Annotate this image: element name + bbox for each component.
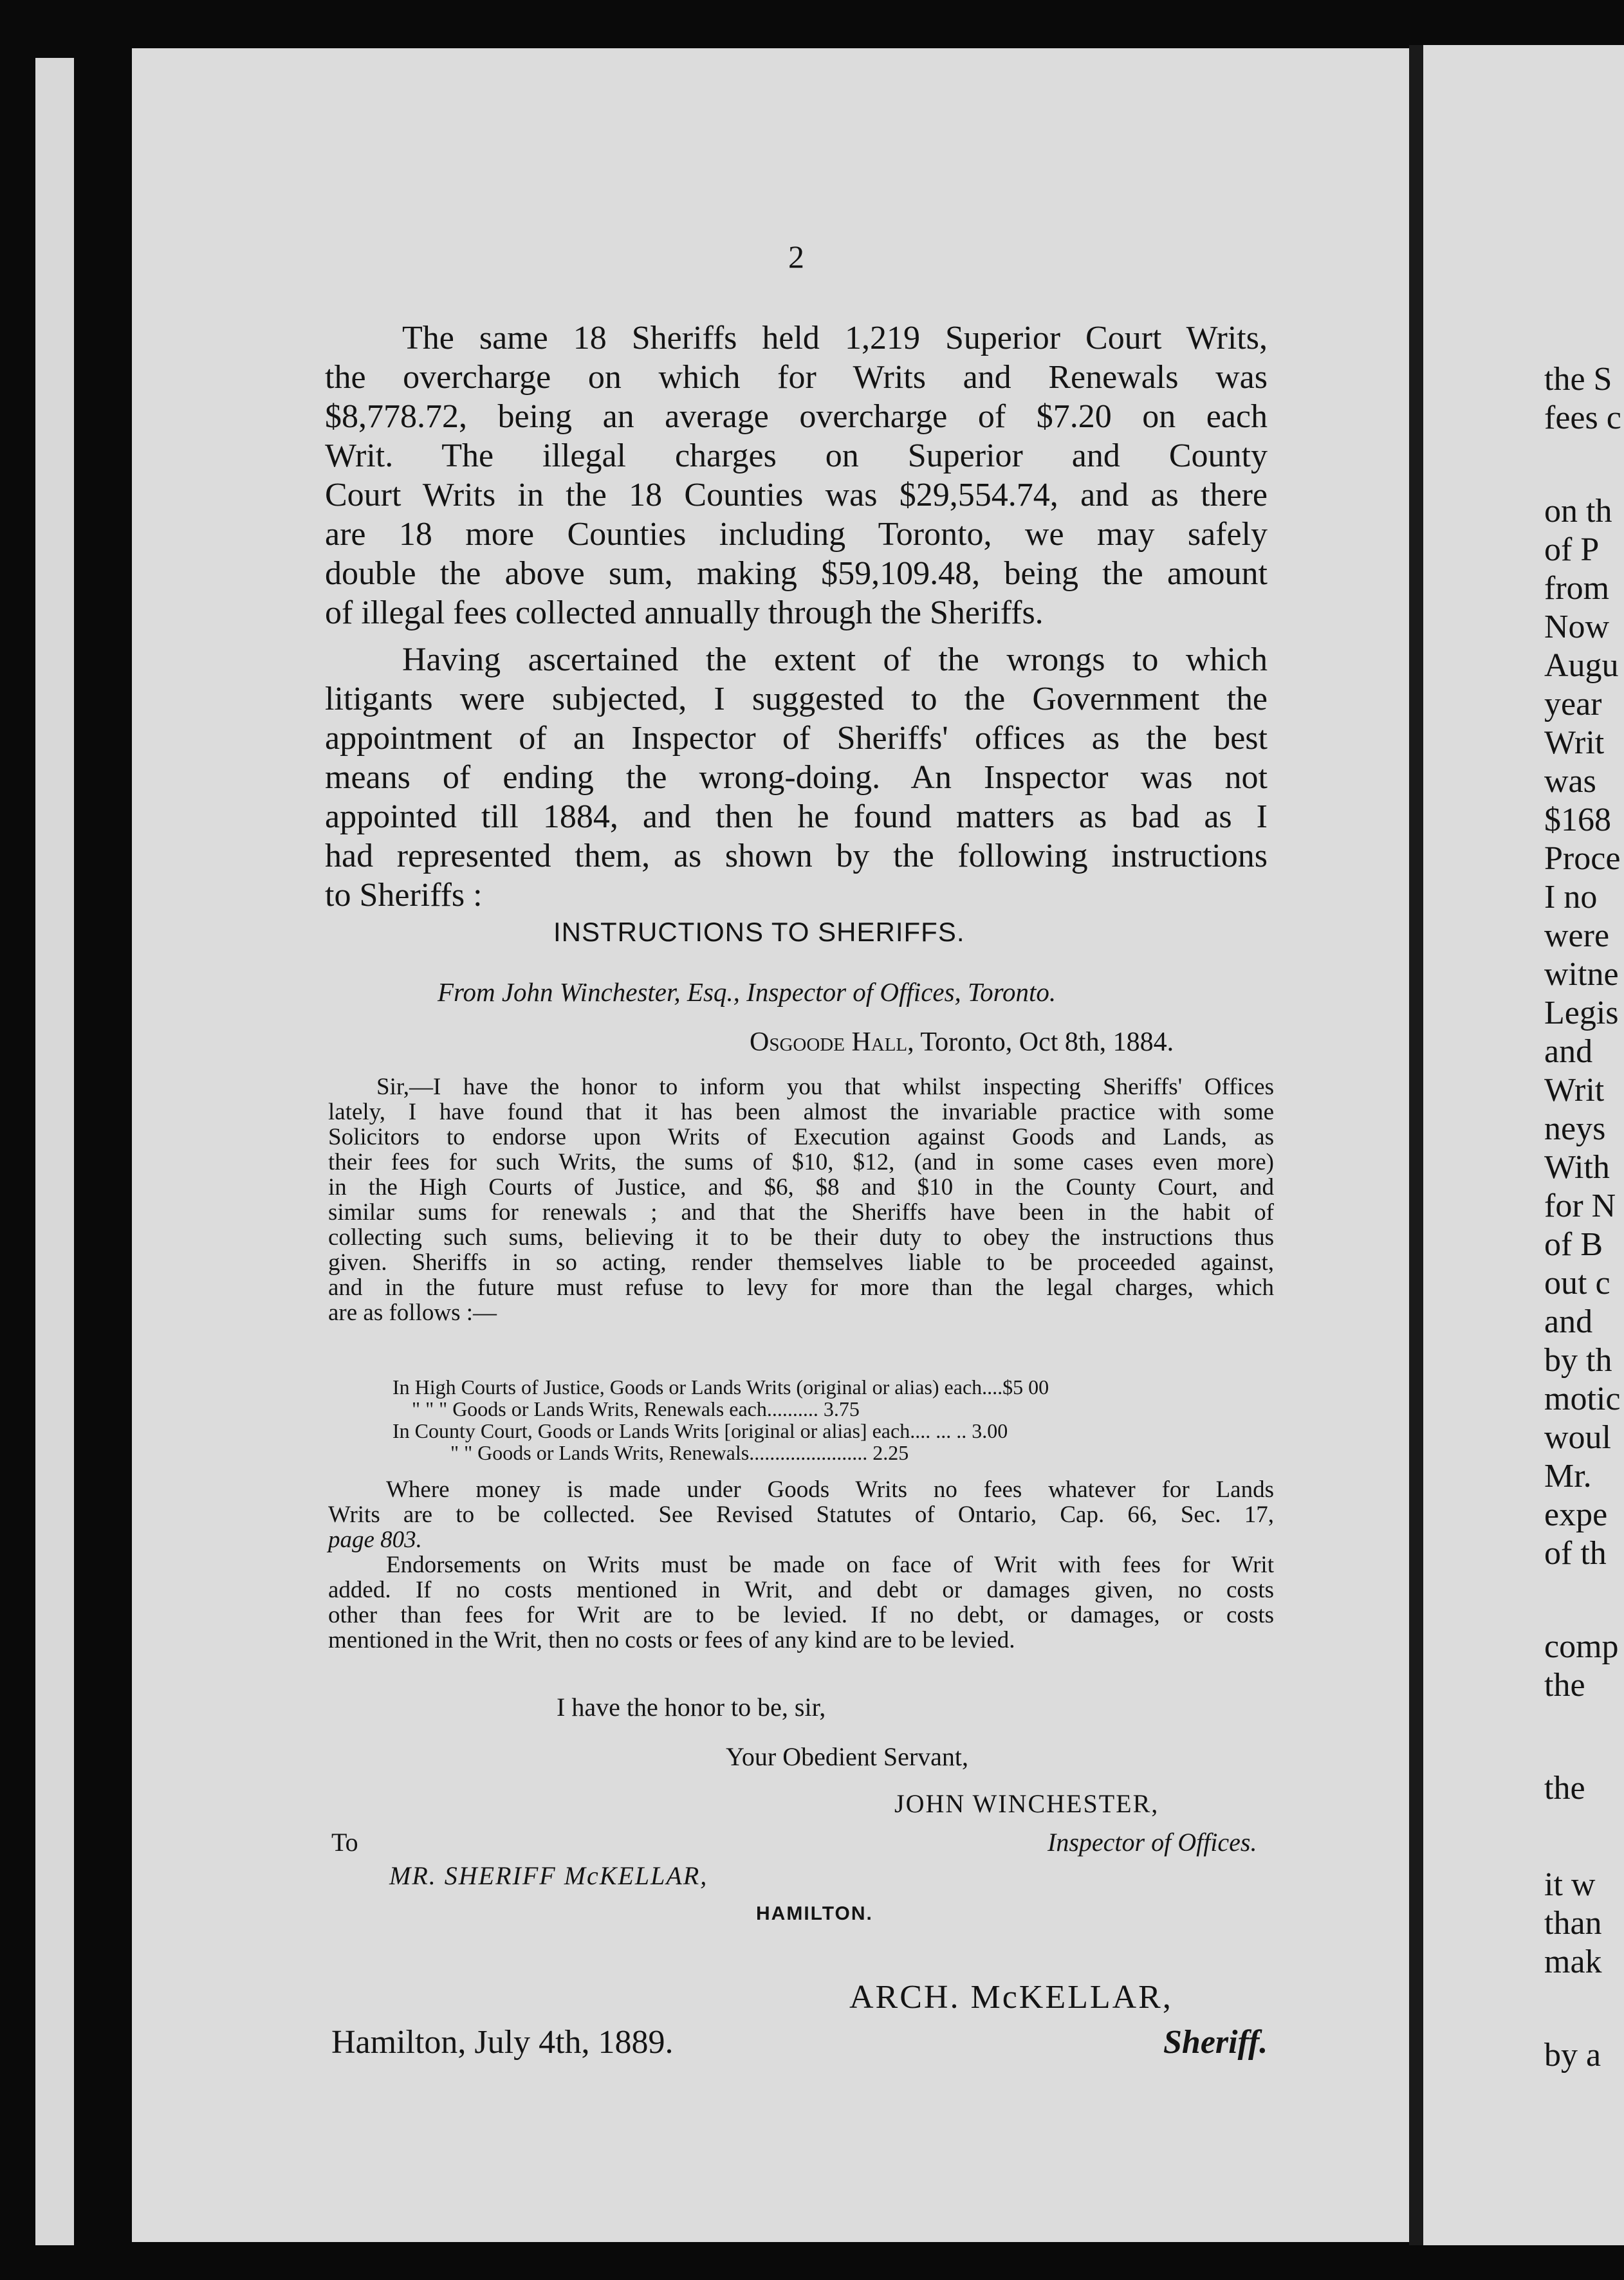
text-line: given. Sheriffs in so acting, render themselves liable to be proceeded against, bbox=[328, 1249, 1274, 1276]
facing-text: of B bbox=[1544, 1226, 1603, 1263]
facing-text: for N bbox=[1544, 1188, 1616, 1224]
author-title: Sheriff. bbox=[1163, 2024, 1268, 2061]
fee-line: In County Court, Goods or Lands Writs [original or alias] each.... ... .. 3.00 bbox=[392, 1419, 1008, 1442]
facing-text: Now bbox=[1544, 609, 1610, 645]
signer-name: JOHN WINCHESTER, bbox=[894, 1789, 1159, 1818]
text-line: their fees for such Writs, the sums of $10, $12, (and in some cases even more) bbox=[328, 1149, 1274, 1175]
facing-text: by th bbox=[1544, 1342, 1612, 1379]
text-line: Solicitors to endorse upon Writs of Execution against Goods and Lands, as bbox=[328, 1124, 1274, 1150]
text-line: the overcharge on which for Writs and Renewals was bbox=[325, 359, 1268, 396]
facing-text: motic bbox=[1544, 1381, 1621, 1417]
text-line: means of ending the wrong-doing. An Inspector was not bbox=[325, 759, 1268, 796]
facing-text: by a bbox=[1544, 2037, 1601, 2073]
from-line: From John Winchester, Esq., Inspector of Offices, Toronto. bbox=[438, 977, 1057, 1007]
text-line: of illegal fees collected annually through the Sheriffs. bbox=[325, 594, 1044, 631]
text-line: mentioned in the Writ, then no costs or fees of any kind are to be levied. bbox=[328, 1627, 1015, 1653]
left-page-edge bbox=[35, 58, 74, 2245]
text-line: page 803. bbox=[328, 1527, 422, 1553]
recipient-place: HAMILTON. bbox=[756, 1903, 873, 1924]
facing-text: year bbox=[1544, 686, 1602, 722]
text-line: $8,778.72, being an average overcharge of $7.20 on each bbox=[325, 398, 1268, 435]
facing-text: Legis bbox=[1544, 995, 1619, 1031]
text-line: Endorsements on Writs must be made on face of Writ with fees for Writ bbox=[386, 1552, 1274, 1578]
closing-honor: I have the honor to be, sir, bbox=[557, 1693, 826, 1722]
facing-text: the bbox=[1544, 1667, 1585, 1704]
closing-servant: Your Obedient Servant, bbox=[726, 1742, 969, 1771]
dateline-rest: , Toronto, Oct 8th, 1884. bbox=[907, 1027, 1174, 1057]
text-line: and in the future must refuse to levy for more than the legal charges, which bbox=[328, 1274, 1274, 1301]
facing-text: mak bbox=[1544, 1944, 1602, 1980]
facing-text: expe bbox=[1544, 1496, 1608, 1533]
facing-text: was bbox=[1544, 763, 1596, 800]
paragraph-1 bbox=[325, 318, 1268, 632]
text-line: added. If no costs mentioned in Writ, and debt or damages given, no costs bbox=[328, 1577, 1274, 1603]
facing-text: comp bbox=[1544, 1628, 1619, 1665]
facing-text: woul bbox=[1544, 1419, 1611, 1456]
author-name: ARCH. McKELLAR, bbox=[849, 1979, 1173, 2016]
facing-text: fees c bbox=[1544, 400, 1621, 436]
facing-text: of P bbox=[1544, 531, 1600, 568]
facing-text: Writ bbox=[1544, 724, 1605, 761]
facing-text: witne bbox=[1544, 956, 1619, 993]
fee-line: " " " Goods or Lands Writs, Renewals each.......... 3.75 bbox=[412, 1397, 860, 1420]
facing-text: I no bbox=[1544, 879, 1598, 915]
facing-text: were bbox=[1544, 917, 1610, 954]
instructions-heading: INSTRUCTIONS TO SHERIFFS. bbox=[553, 917, 965, 947]
to-label: To bbox=[331, 1828, 358, 1857]
facing-text: and bbox=[1544, 1033, 1593, 1070]
text-line: double the above sum, making $59,109.48, being the amount bbox=[325, 555, 1268, 592]
text-line: The same 18 Sheriffs held 1,219 Superior Court Writs, bbox=[402, 320, 1268, 356]
text-line: in the High Courts of Justice, and $6, $8 and $10 in the County Court, and bbox=[328, 1174, 1274, 1200]
facing-text: the S bbox=[1544, 361, 1612, 398]
letter-body bbox=[328, 1074, 1274, 1325]
facing-text: out c bbox=[1544, 1265, 1610, 1301]
text-line: Having ascertained the extent of the wrongs to which bbox=[402, 641, 1268, 678]
text-line: appointed till 1884, and then he found matters as bad as I bbox=[325, 798, 1268, 835]
text-line: similar sums for renewals ; and that the Sheriffs have been in the habit of bbox=[328, 1199, 1274, 1226]
text-line: Sir,—I have the honor to inform you that whilst inspecting Sheriffs' Offices bbox=[376, 1074, 1274, 1100]
text-line: to Sheriffs : bbox=[325, 877, 483, 914]
signer-title: Inspector of Offices. bbox=[1047, 1828, 1257, 1857]
letter-dateline bbox=[750, 1027, 1174, 1058]
text-line: are 18 more Counties including Toronto, we may safely bbox=[325, 516, 1268, 553]
dateline-place: Osgoode Hall bbox=[750, 1027, 908, 1057]
text-line: other than fees for Writ are to be levied. If no debt, or damages, or costs bbox=[328, 1602, 1274, 1628]
letter-paragraph-2 bbox=[328, 1477, 1274, 1552]
facing-text: of th bbox=[1544, 1535, 1607, 1572]
text-line: Where money is made under Goods Writs no fees whatever for Lands bbox=[386, 1476, 1274, 1503]
facing-text: and bbox=[1544, 1303, 1593, 1340]
letter-paragraph-3 bbox=[328, 1552, 1274, 1653]
page-gutter bbox=[1409, 45, 1423, 2245]
facing-text: Augu bbox=[1544, 647, 1619, 684]
text-line: Writs are to be collected. See Revised Statutes of Ontario, Cap. 66, Sec. 17, bbox=[328, 1502, 1274, 1528]
text-line: Court Writs in the 18 Counties was $29,554.74, and as there bbox=[325, 477, 1268, 513]
facing-text: the bbox=[1544, 1770, 1585, 1807]
page-number: 2 bbox=[788, 239, 804, 275]
text-line: had represented them, as shown by the following instructions bbox=[325, 838, 1268, 874]
text-line: are as follows :— bbox=[328, 1300, 497, 1326]
text-line: Writ. The illegal charges on Superior and County bbox=[325, 437, 1268, 474]
facing-text: Mr. bbox=[1544, 1458, 1592, 1494]
facing-text: than bbox=[1544, 1905, 1602, 1942]
facing-text: $168 bbox=[1544, 802, 1611, 838]
facing-text: it w bbox=[1544, 1866, 1596, 1903]
recipient-name: MR. SHERIFF McKELLAR, bbox=[389, 1861, 708, 1890]
text-line: collecting such sums, believing it to be their duty to obey the instructions thus bbox=[328, 1224, 1274, 1251]
text-line: appointment of an Inspector of Sheriffs' offices as the best bbox=[325, 720, 1268, 757]
text-line: litigants were subjected, I suggested to the Government the bbox=[325, 681, 1268, 717]
facing-text: With bbox=[1544, 1149, 1610, 1186]
text-line: lately, I have found that it has been almost the invariable practice with some bbox=[328, 1099, 1274, 1125]
fee-line: " " Goods or Lands Writs, Renewals....................... 2.25 bbox=[450, 1441, 909, 1464]
place-date: Hamilton, July 4th, 1889. bbox=[331, 2024, 674, 2061]
fee-line: In High Courts of Justice, Goods or Lands Writs (original or alias) each....$5 00 bbox=[392, 1375, 1049, 1399]
facing-text: neys bbox=[1544, 1110, 1606, 1147]
facing-text: Writ bbox=[1544, 1072, 1605, 1108]
paragraph-2 bbox=[325, 640, 1268, 915]
facing-text: Proce bbox=[1544, 840, 1621, 877]
facing-text: from bbox=[1544, 570, 1610, 607]
facing-text: on th bbox=[1544, 493, 1612, 529]
